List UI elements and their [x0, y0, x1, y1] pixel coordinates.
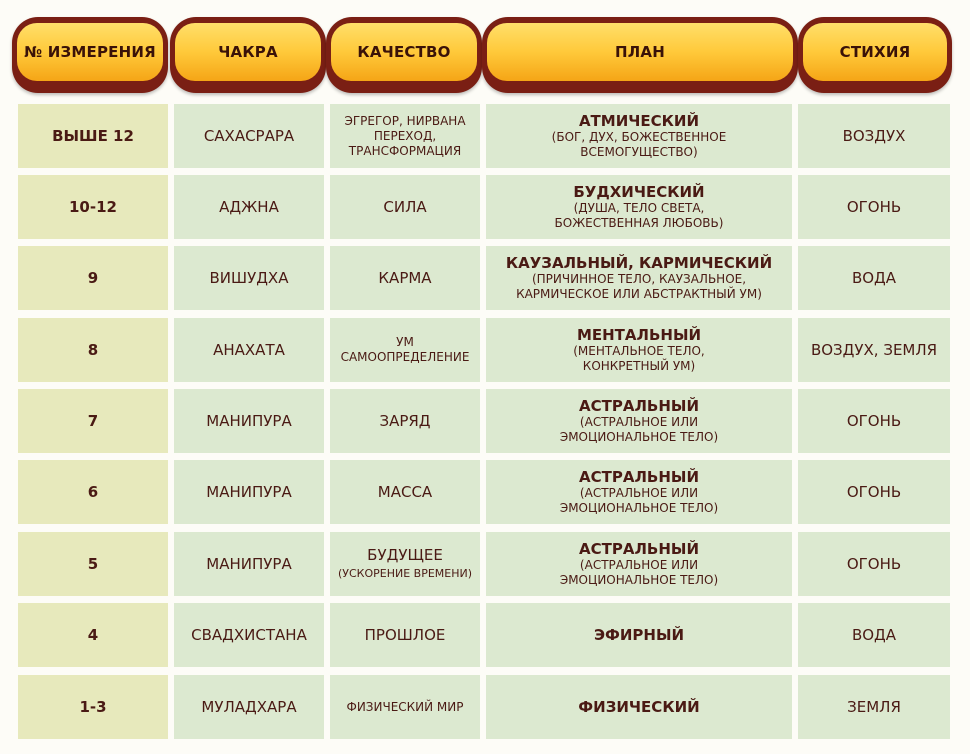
- plan-cell: [486, 675, 792, 739]
- dimension-cell: 1-3: [18, 675, 168, 739]
- plan-subtitle: (ПРИЧИННОЕ ТЕЛО, КАУЗАЛЬНОЕ, КАРМИЧЕСКОЕ ИЛИ АБСТРАКТНЫЙ УМ): [516, 271, 762, 301]
- quality-text: ФИЗИЧЕСКИЙ МИР: [346, 699, 464, 714]
- plan-subtitle: (ДУША, ТЕЛО СВЕТА, БОЖЕСТВЕННАЯ ЛЮБОВЬ): [554, 200, 724, 230]
- dimension-cell: 6: [18, 460, 168, 524]
- plan-cell: [486, 318, 792, 382]
- plan-cell: [486, 246, 792, 310]
- plan-title: КАУЗАЛЬНЫЙ, КАРМИЧЕСКИЙ: [505, 253, 773, 272]
- chakra-cell: АНАХАТА: [174, 318, 324, 382]
- chakra-cell: ВИШУДХА: [174, 246, 324, 310]
- dimension-cell: 5: [18, 532, 168, 596]
- dimension-cell: 4: [18, 603, 168, 667]
- quality-cell: [330, 318, 480, 382]
- quality-text: ЭГРЕГОР, НИРВАНА ПЕРЕХОД, ТРАНСФОРМАЦИЯ: [344, 113, 466, 158]
- quality-text: ПРОШЛОЕ: [364, 626, 446, 644]
- header-label-plan: ПЛАН: [487, 23, 793, 81]
- chakra-cell: СВАДХИСТАНА: [174, 603, 324, 667]
- quality-cell: [330, 104, 480, 168]
- plan-subtitle: (АСТРАЛЬНОЕ ИЛИ ЭМОЦИОНАЛЬНОЕ ТЕЛО): [559, 557, 719, 587]
- plan-title: АТМИЧЕСКИЙ: [578, 111, 700, 130]
- element-cell: ОГОНЬ: [798, 460, 950, 524]
- element-cell: ВОЗДУХ: [798, 104, 950, 168]
- plan-subtitle: (АСТРАЛЬНОЕ ИЛИ ЭМОЦИОНАЛЬНОЕ ТЕЛО): [559, 414, 719, 444]
- header-label-chakra: ЧАКРА: [175, 23, 321, 81]
- chakra-cell: МАНИПУРА: [174, 460, 324, 524]
- plan-title: АСТРАЛЬНЫЙ: [579, 539, 699, 558]
- plan-cell: [486, 175, 792, 239]
- quality-cell: [330, 175, 480, 239]
- plan-title: ЭФИРНЫЙ: [593, 625, 685, 644]
- quality-text: СИЛА: [383, 198, 427, 216]
- plan-cell: [486, 389, 792, 453]
- plan-cell: [486, 532, 792, 596]
- quality-cell: [330, 603, 480, 667]
- quality-cell: [330, 532, 480, 596]
- dimension-cell: 7: [18, 389, 168, 453]
- quality-text: КАРМА: [378, 269, 432, 287]
- element-cell: ОГОНЬ: [798, 532, 950, 596]
- plan-title: МЕНТАЛЬНЫЙ: [576, 325, 702, 344]
- chakra-cell: САХАСРАРА: [174, 104, 324, 168]
- header-label-quality: КАЧЕСТВО: [331, 23, 477, 81]
- plan-cell: [486, 603, 792, 667]
- dimension-cell: 10-12: [18, 175, 168, 239]
- element-cell: ВОДА: [798, 246, 950, 310]
- header-plan: [482, 17, 798, 93]
- dimension-cell: 9: [18, 246, 168, 310]
- header-label-element: СТИХИЯ: [803, 23, 947, 81]
- dimension-cell: ВЫШЕ 12: [18, 104, 168, 168]
- quality-text: МАССА: [377, 483, 433, 501]
- quality-text: ЗАРЯД: [379, 412, 431, 430]
- quality-cell: [330, 389, 480, 453]
- header-chakra: [170, 17, 326, 93]
- quality-subtext: (УСКОРЕНИЕ ВРЕМЕНИ): [337, 567, 473, 580]
- plan-title: АСТРАЛЬНЫЙ: [579, 467, 699, 486]
- element-cell: ОГОНЬ: [798, 175, 950, 239]
- quality-cell: [330, 246, 480, 310]
- plan-title: АСТРАЛЬНЫЙ: [579, 396, 699, 415]
- dimension-cell: 8: [18, 318, 168, 382]
- plan-title: ФИЗИЧЕСКИЙ: [578, 697, 700, 716]
- plan-subtitle: (БОГ, ДУХ, БОЖЕСТВЕННОЕ ВСЕМОГУЩЕСТВО): [551, 129, 727, 159]
- header-label-dimension: № ИЗМЕРЕНИЯ: [17, 23, 163, 81]
- header-dimension: [12, 17, 168, 93]
- plan-subtitle: (АСТРАЛЬНОЕ ИЛИ ЭМОЦИОНАЛЬНОЕ ТЕЛО): [559, 485, 719, 515]
- element-cell: ЗЕМЛЯ: [798, 675, 950, 739]
- chakra-cell: МАНИПУРА: [174, 532, 324, 596]
- element-cell: ВОДА: [798, 603, 950, 667]
- element-cell: ОГОНЬ: [798, 389, 950, 453]
- quality-cell: [330, 675, 480, 739]
- plan-cell: [486, 460, 792, 524]
- plan-title: БУДХИЧЕСКИЙ: [573, 182, 705, 201]
- quality-text: УМ САМООПРЕДЕЛЕНИЕ: [340, 335, 470, 364]
- element-cell: ВОЗДУХ, ЗЕМЛЯ: [798, 318, 950, 382]
- chakra-cell: АДЖНА: [174, 175, 324, 239]
- chakra-cell: МУЛАДХАРА: [174, 675, 324, 739]
- quality-cell: [330, 460, 480, 524]
- chakra-cell: МАНИПУРА: [174, 389, 324, 453]
- header-quality: [326, 17, 482, 93]
- plan-subtitle: (МЕНТАЛЬНОЕ ТЕЛО, КОНКРЕТНЫЙ УМ): [573, 343, 705, 373]
- quality-text: БУДУЩЕЕ: [367, 546, 443, 564]
- header-element: [798, 17, 952, 93]
- plan-cell: [486, 104, 792, 168]
